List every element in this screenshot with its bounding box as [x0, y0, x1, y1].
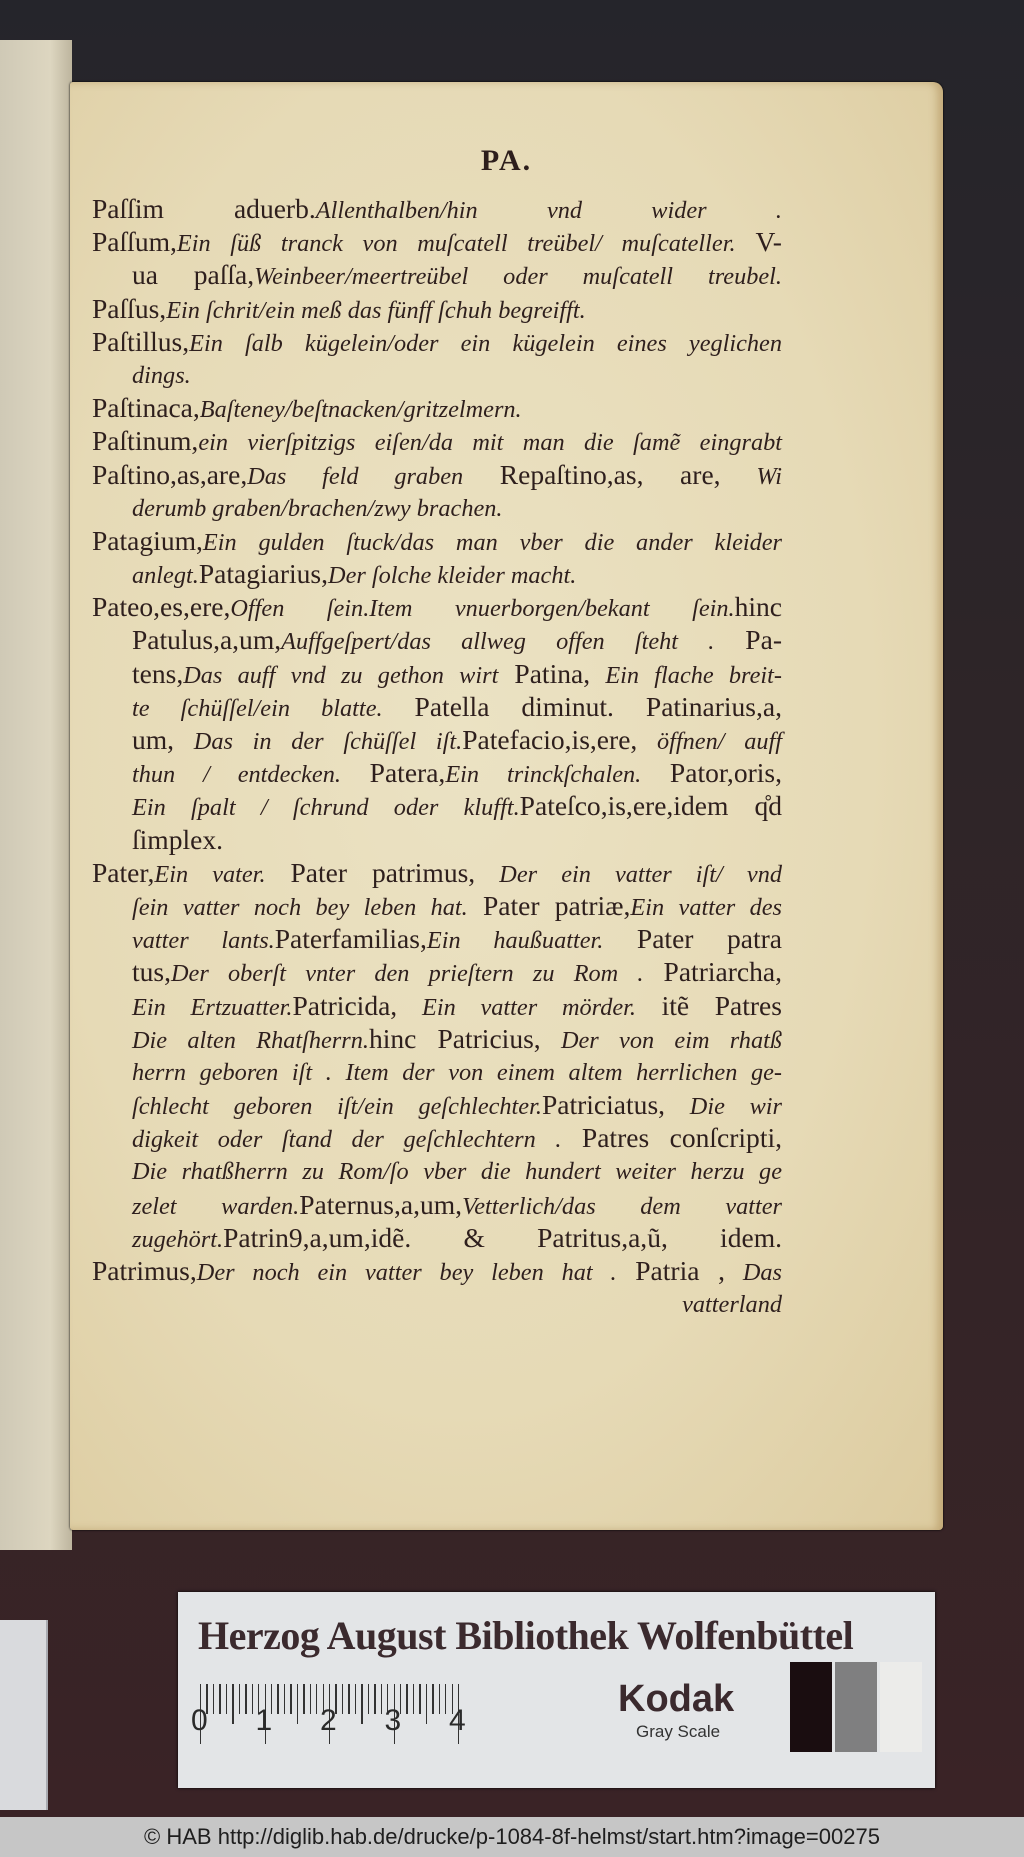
lemma-text: Patagiarius, [198, 558, 329, 590]
ruler-tick [226, 1684, 227, 1714]
ruler-tick [219, 1684, 220, 1714]
book-page [70, 82, 943, 1530]
running-head: PA. [480, 144, 533, 177]
lemma-text: Pa- [714, 624, 782, 656]
kodak-logo: Kodak [618, 1678, 735, 1720]
page-marker-slip [0, 1620, 48, 1810]
gloss-text: Der von eim rhatß [540, 1026, 782, 1054]
gloss-text: Das feld graben [247, 462, 464, 490]
ruler-tick [252, 1684, 253, 1714]
ruler-tick [348, 1684, 349, 1714]
ruler-tick [355, 1684, 356, 1714]
text-line [92, 955, 782, 988]
gloss-text: Baſteney/beſtnacken/gritzelmern. [199, 396, 522, 424]
gloss-text: vatter lants. [132, 927, 275, 955]
text-line [92, 1022, 782, 1055]
gloss-text: Ein trinckſchalen. [445, 761, 642, 789]
text-line [92, 557, 782, 590]
ruler-tick [297, 1684, 298, 1724]
text-line [92, 657, 782, 690]
lemma-text: Patrin9,a,um,idẽ. & Patritus,a,ũ, idem. [223, 1221, 782, 1253]
dictionary-text [92, 192, 782, 1320]
lemma-text: Pateſco,is,ere,idem q̊d [519, 790, 782, 822]
gray-patch [880, 1662, 922, 1752]
text-line [92, 723, 782, 756]
text-line [92, 922, 782, 955]
lemma-text: Patricida, [292, 989, 398, 1021]
gloss-text: Das [724, 1259, 782, 1286]
gloss-text: ſein vatter noch bey leben hat. [132, 893, 468, 921]
lemma-text: Paſtillus, [92, 325, 190, 357]
copyright-footer: © HAB http://diglib.hab.de/drucke/p-1084-8f-helmst/start.htm?image=00275 [0, 1817, 1024, 1857]
text-line [92, 292, 782, 325]
gloss-text: Ein ſalb kügelein/oder ein kügelein eines yeglichen [189, 329, 782, 357]
lemma-text: Patres conſcripti, [561, 1122, 783, 1154]
lemma-text: Patriciatus, [541, 1089, 666, 1121]
text-line [92, 424, 782, 457]
text-line [92, 1121, 782, 1154]
gloss-text: zugehört. [132, 1225, 224, 1253]
lemma-text: Paſſim aduerb. [92, 193, 316, 224]
lemma-text: Pater patriæ, [467, 889, 631, 921]
gloss-text: dings. [132, 361, 191, 389]
gloss-text: derumb graben/brachen/zwy brachen. [132, 494, 503, 522]
ruler-tick [432, 1684, 433, 1714]
text-line [92, 192, 782, 225]
lemma-text: V- [735, 226, 782, 258]
ruler-tick [303, 1684, 304, 1714]
ruler-tick [368, 1684, 369, 1714]
gloss-text: thun / entdecken. [132, 761, 341, 789]
text-line [92, 524, 782, 557]
ruler-tick [426, 1684, 427, 1724]
lemma-text: ua paſſa, [132, 259, 255, 291]
lemma-text: Paſtinaca, [92, 392, 200, 424]
ruler-tick [374, 1684, 375, 1714]
lemma-text: Patefacio,is,ere, [462, 724, 638, 755]
ruler-tick [406, 1684, 407, 1714]
ruler-number: 4 [449, 1704, 466, 1737]
lemma-text: Paterfamilias, [274, 923, 427, 955]
gloss-text: Der ſolche kleider macht. [328, 562, 577, 590]
lemma-text: Pator,oris, [641, 757, 782, 789]
ruler-tick [277, 1684, 278, 1714]
lemma-text: Patina, [498, 657, 591, 689]
lemma-text: hinc [734, 591, 782, 623]
text-line [92, 823, 782, 856]
text-line [92, 491, 782, 524]
gloss-text: Ein haußuatter. [426, 927, 604, 955]
gloss-text: Ein Ertzuatter. [132, 993, 293, 1021]
ruler-tick [445, 1684, 446, 1714]
lemma-text: hinc Patricius, [368, 1022, 541, 1054]
lemma-text: Paſſus, [92, 292, 167, 324]
gloss-text: herrn geboren iſt . Item der von einem altem herrlichen ge- [132, 1058, 782, 1086]
lemma-text: Patella diminut. Patinarius,a, [382, 690, 782, 722]
gloss-text: Der noch ein vatter bey leben hat . [196, 1259, 617, 1286]
color-calibration-card [178, 1592, 935, 1788]
gloss-text: Ein vatter des [630, 893, 783, 921]
ruler-tick [381, 1684, 382, 1714]
gloss-text: Weinbeer/meertreübel oder muſcatell treubel. [254, 263, 782, 291]
gray-patch [790, 1662, 832, 1752]
lemma-text: Patrimus, [92, 1255, 197, 1286]
gloss-text: Ein flache breit- [590, 661, 782, 689]
ruler-tick [232, 1684, 233, 1724]
lemma-text: Repaſtino,as, are, [463, 458, 721, 490]
lemma-text: ſimplex. [132, 823, 223, 855]
ruler-number: 1 [255, 1704, 273, 1737]
gray-scale-label: Gray Scale [636, 1722, 721, 1741]
lemma-text: tens, [132, 657, 184, 689]
gloss-text: Ein ſchrit/ein meß das fünff ſchuh begreifft. [166, 296, 586, 324]
gray-patch [835, 1662, 877, 1752]
ruler-tick [419, 1684, 420, 1714]
gloss-text: Ein gulden ſtuck/das man vber die ander kleider [202, 528, 782, 556]
lemma-text: Patera, [340, 757, 446, 789]
gloss-text: Der ein vatter iſt/ vnd [475, 860, 782, 888]
text-line [92, 1188, 782, 1221]
gloss-text: te ſchüſſel/ein blatte. [132, 694, 383, 722]
ruler-number: 3 [384, 1704, 402, 1737]
gloss-text: Der oberſt vnter den prieſtern zu Rom . [171, 960, 644, 988]
gloss-text: Allenthalben/hin vnd wider . [315, 197, 782, 224]
text-line [92, 623, 782, 656]
lemma-text: Paſtinum, [92, 425, 199, 457]
lemma-text: Pater patrimus, [265, 856, 476, 888]
text-line [92, 258, 782, 291]
text-line [92, 889, 782, 922]
text-line [92, 458, 782, 491]
gloss-text: Auffgeſpert/das allweg offen ſteht . [281, 628, 715, 656]
ruler-tick [239, 1684, 240, 1714]
text-line [92, 789, 782, 822]
gloss-text: Ein ſüß tranck von muſcatell treübel/ muſcateller. [176, 230, 736, 258]
text-line [92, 1254, 782, 1287]
gloss-text: Die alten Rhatſherrn. [132, 1026, 369, 1054]
lemma-text: um, [132, 724, 175, 755]
ruler-tick [284, 1684, 285, 1714]
ruler-number: 0 [191, 1704, 208, 1737]
text-line [92, 358, 782, 391]
lemma-text: Patriarcha, [643, 956, 783, 988]
ruler-tick [439, 1684, 440, 1714]
ruler-tick [245, 1684, 246, 1714]
gloss-text: Ein ſpalt / ſchrund oder klufft. [132, 794, 520, 822]
text-line [92, 1221, 782, 1254]
lemma-text: Paternus,a,um, [299, 1188, 463, 1220]
text-line [92, 1055, 782, 1088]
text-line [92, 1154, 782, 1187]
lemma-text: tus, [132, 956, 172, 988]
gloss-text: Ein vater. [154, 860, 266, 888]
ruler-tick [342, 1684, 343, 1714]
gloss-text: Offen ſein.Item vnuerborgen/bekant ſein. [230, 595, 735, 623]
lemma-text: Patulus,a,um, [132, 624, 282, 656]
text-line [92, 856, 782, 889]
lemma-text: Pater, [92, 856, 155, 888]
gloss-text: vatterland [682, 1291, 782, 1319]
text-line [92, 590, 782, 623]
ruler-tick [413, 1684, 414, 1714]
lemma-text: Paſtino,as,are, [92, 458, 248, 490]
ruler-tick [316, 1684, 317, 1714]
library-name: Herzog August Bibliothek Wolfenbüttel [198, 1613, 854, 1658]
text-line [92, 391, 782, 424]
gloss-text: Die wir [665, 1093, 782, 1121]
ruler-tick [361, 1684, 362, 1724]
lemma-text: itẽ Patres [635, 989, 782, 1021]
ruler-tick [310, 1684, 311, 1714]
gloss-text: ſchlecht geboren iſt/ein geſchlechter. [132, 1093, 542, 1121]
gloss-text: Wi [720, 462, 782, 490]
text-line [92, 1088, 782, 1121]
text-line [92, 225, 782, 258]
ruler-number: 2 [320, 1704, 337, 1737]
text-line [92, 325, 782, 358]
gloss-text: digkeit oder ſtand der geſchlechtern . [132, 1126, 562, 1154]
gloss-text: Das auff vnd zu gethon wirt [183, 661, 499, 689]
lemma-text: Patria , [616, 1255, 725, 1286]
gloss-text: anlegt. [132, 562, 199, 590]
gloss-text: Das in der ſchüſſel iſt. [174, 728, 463, 755]
facing-page-edge [0, 40, 72, 1550]
gloss-text: Vetterlich/das dem vatter [462, 1192, 782, 1220]
gloss-text: öffnen/ auff [637, 728, 782, 755]
lemma-text: Pateo,es,ere, [92, 591, 231, 623]
lemma-text: Patagium, [92, 524, 203, 556]
lemma-text: Pater patra [603, 923, 783, 955]
gloss-text: zelet warden. [132, 1192, 300, 1220]
text-line [92, 690, 782, 723]
lemma-text: Paſſum, [92, 226, 177, 258]
text-line [92, 989, 782, 1022]
gloss-text: ein vierſpitzigs eiſen/da mit man die ſamẽ eingrabt [198, 429, 782, 457]
ruler-tick [290, 1684, 291, 1714]
gloss-text: Ein vatter mörder. [397, 993, 636, 1021]
ruler-tick [213, 1684, 214, 1714]
text-line [92, 756, 782, 789]
text-line [92, 1287, 782, 1320]
gloss-text: Die rhatßherrn zu Rom/ſo vber die hundert weiter herzu ge [132, 1158, 782, 1186]
